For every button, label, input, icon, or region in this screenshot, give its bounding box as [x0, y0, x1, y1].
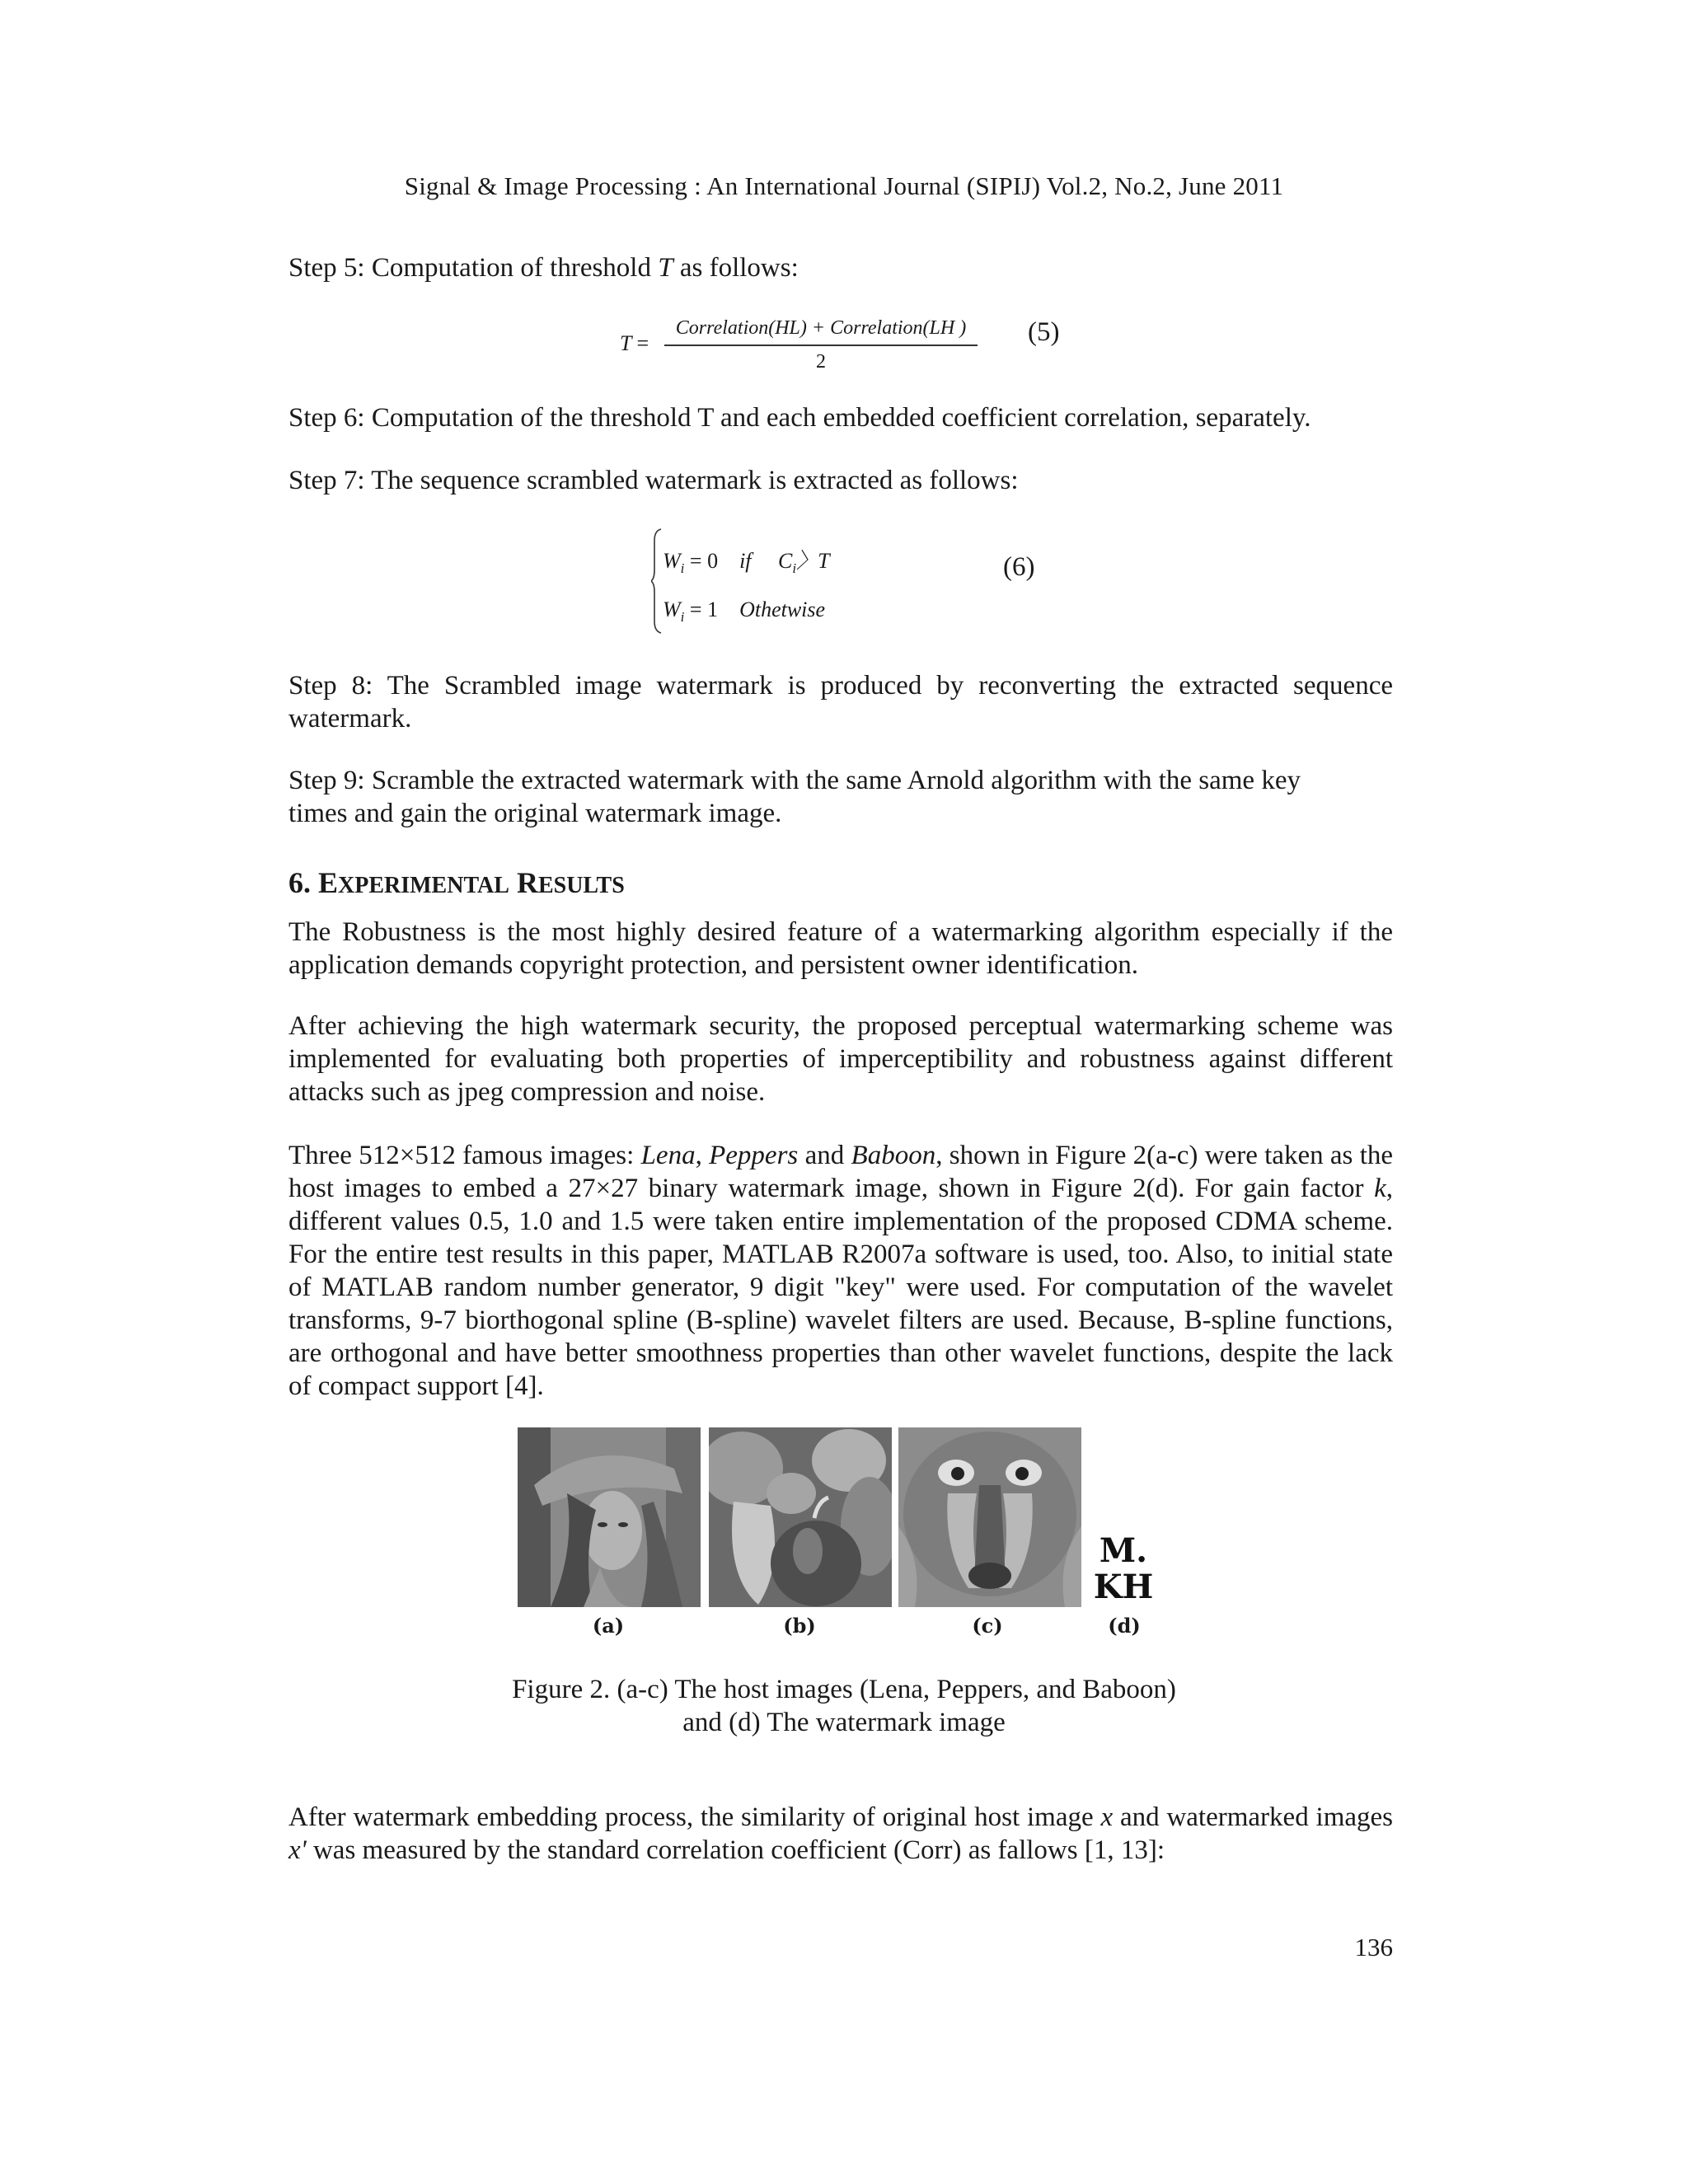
baboon-image — [898, 1427, 1081, 1607]
paragraph-setup: Three 512×512 famous images: Lena, Peppers and Baboon, shown in Figure 2(a-c) were taken as the host images to embed a 27×27 binary watermark image, shown in Figure 2(d). For gain factor k, different values 0.5, 1.0 and 1.5 were taken entire implementation of the proposed CDMA scheme. For the entire test results in this paper, MATLAB R2007a software is used, too. Also, to initial state of MATLAB random number generator, 9 digit "key" were used. For computation of the wavelet transforms, 9-7 biorthogonal spline (B-spline) wavelet filters are used. Because, B-spline functions, are orthogonal and have better smoothness properties than other wavelet functions, despite the lack of compact support [4]. — [288, 1141, 1394, 1401]
step-5: Step 5: Computation of threshold T as follows: — [288, 253, 799, 283]
equation-5-lhs: T = — [620, 331, 649, 355]
equation-5-denominator: 2 — [816, 351, 826, 373]
paragraph-correlation: After watermark embedding process, the similarity of original host image x and watermarked images x' was measured by the standard correlation coefficient (Corr) as fallows [1, 13]: — [288, 1802, 1393, 1865]
left-brace-icon — [651, 527, 663, 635]
step-6: Step 6: Computation of the threshold T and each embedded coefficient correlation, separately. — [288, 403, 1311, 433]
equation-6-row-2: $W_i = 1$ Othetwise — [663, 598, 826, 626]
step-8: Step 8: The Scrambled image watermark is produced by reconverting the extracted sequence watermark. — [288, 671, 1393, 733]
equation-6-number: (6) — [1003, 552, 1035, 582]
peppers-photo-icon — [709, 1427, 892, 1607]
watermark-image: M. KH — [1093, 1531, 1154, 1606]
figure-caption: Figure 2. (a-c) The host images (Lena, Peppers, and Baboon) and (d) The watermark image — [512, 1675, 1176, 1737]
paragraph-robustness: The Robustness is the most highly desired feature of a watermarking algorithm especially if the application demands copyright protection, and persistent owner identification. — [288, 917, 1393, 980]
page-number: 136 — [1354, 1933, 1393, 1961]
figure-2 — [518, 1426, 1160, 1648]
step-7: Step 7: The sequence scrambled watermark is extracted as follows: — [288, 466, 1019, 495]
section-heading: 6. EXPERIMENTAL RESULTS — [288, 866, 625, 899]
step-9: Step 9: Scramble the extracted watermark with the same Arnold algorithm with the same key times and gain the original watermark image. — [288, 766, 1301, 828]
figure-label-d: (d) — [1108, 1614, 1141, 1638]
lena-image — [518, 1427, 701, 1607]
peppers-image — [709, 1427, 892, 1607]
figure-label-b: (b) — [783, 1614, 816, 1638]
paragraph-security: After achieving the high watermark security, the proposed perceptual watermarking scheme was implemented for evaluating both properties of imperceptibility and robustness against different attacks such as jpeg compression and noise. — [288, 1011, 1393, 1107]
lena-photo-icon — [518, 1427, 701, 1607]
figure-label-a: (a) — [592, 1614, 625, 1638]
running-header: Signal & Image Processing : An International Journal (SIPIJ) Vol.2, No.2, June 2011 — [404, 171, 1284, 200]
baboon-photo-icon — [898, 1427, 1081, 1607]
equation-5-number: (5) — [1028, 317, 1060, 347]
equation-5-fraction — [664, 317, 978, 373]
equation-6 — [651, 527, 882, 635]
figure-label-c: (c) — [972, 1614, 1003, 1638]
equation-5-numerator: Correlation(HL) + Correlation(LH ) — [664, 317, 978, 346]
equation-6-row-1: $W_i = 0$ if $C_i〉T$ — [663, 549, 830, 577]
